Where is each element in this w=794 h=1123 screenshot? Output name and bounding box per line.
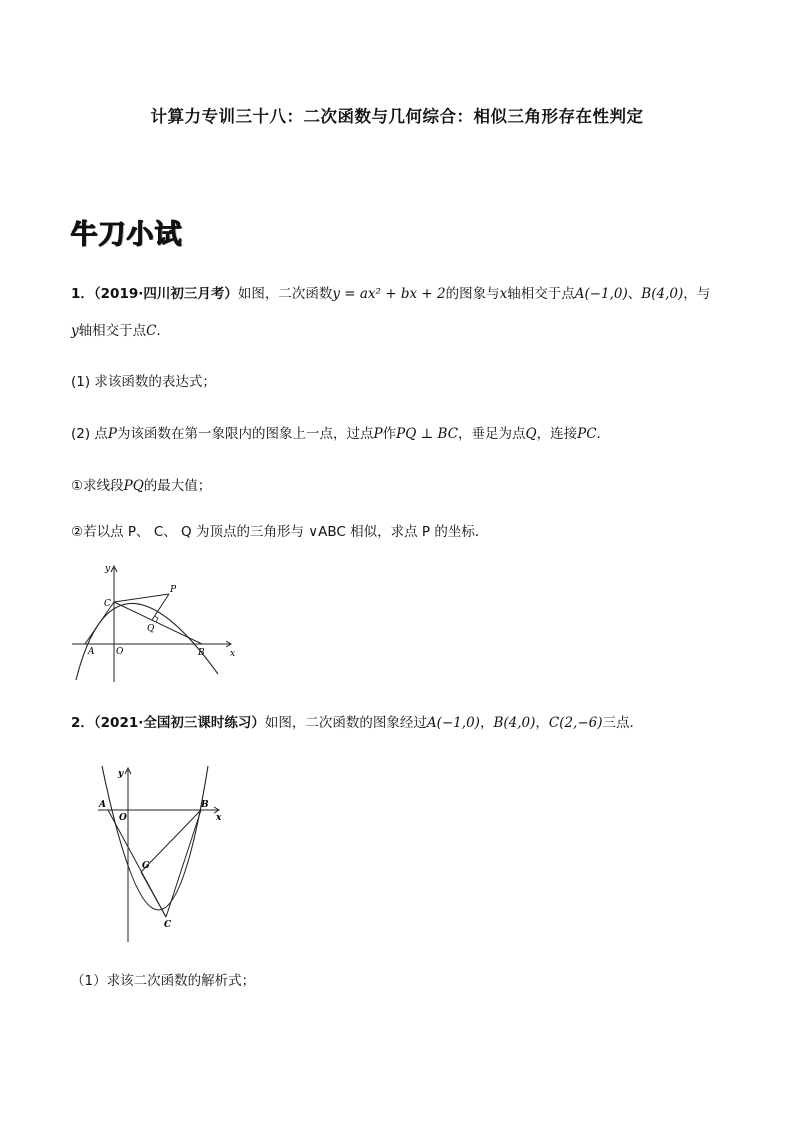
q1-part-1: (1) 求该函数的表达式； <box>71 374 216 390</box>
q1-line-1 <box>71 284 710 304</box>
page-title: 计算力专训三十八：二次函数与几何综合：相似三角形存在性判定 <box>150 107 644 126</box>
q1-intro-b: 的图象与 <box>445 286 500 302</box>
q1-part2-perp: PQ ⊥ BC <box>396 426 459 442</box>
q2-line-1 <box>71 713 643 733</box>
q1-part2-d: ，垂足为点 <box>458 426 526 442</box>
q1-number: 1． <box>71 286 94 302</box>
q2-line-bg <box>141 810 201 872</box>
q2-label-x: x <box>216 813 222 823</box>
q2-figure <box>94 764 228 946</box>
q1-part2-p: P <box>107 426 118 442</box>
q2-comma-2: ， <box>535 715 549 731</box>
q2-label-g: G <box>142 861 150 871</box>
q2-point-a: A(−1,0) <box>426 715 480 731</box>
q2-label-a: A <box>99 800 106 810</box>
q1-line-cb <box>114 602 202 644</box>
q1-sub1-pq: PQ <box>123 478 144 494</box>
q1-part2-pc: PC <box>577 426 597 442</box>
q1-label-o: O <box>116 647 124 657</box>
q1-line2-text: 轴相交于点 <box>78 323 147 339</box>
q1-x-var: x <box>499 286 508 302</box>
section-heading: 牛刀小试 <box>70 219 182 250</box>
q1-part-2 <box>71 424 610 444</box>
q1-label-q: Q <box>147 624 155 634</box>
q1-part2-q: Q <box>525 426 537 442</box>
q1-intro-a: 如图，二次函数 <box>237 286 333 302</box>
q1-sub1-a: ①求线段 <box>71 478 124 494</box>
q1-label-x: x <box>230 649 236 659</box>
q1-part2-e: ，连接 <box>536 426 578 442</box>
q1-part2-p2: P <box>373 426 383 442</box>
q2-comma-1: ， <box>479 715 494 731</box>
q2-part-1: （1）求该二次函数的解析式； <box>71 973 256 989</box>
q2-number: 2． <box>71 715 94 731</box>
q2-label-o: O <box>119 813 127 823</box>
q1-label-y: y <box>105 564 111 574</box>
q1-sub-1 <box>71 476 211 496</box>
q1-function: y = ax² + bx + 2 <box>332 286 446 302</box>
q1-intro-d: ，与 <box>683 286 711 302</box>
q1-sub-2: ②若以点 P、 C、 Q 为顶点的三角形与 ∨ABC 相似，求点 P 的坐标． <box>71 524 489 540</box>
q1-point-a: A(−1,0) <box>574 286 628 302</box>
q1-part2-f: ． <box>596 426 611 442</box>
q2-source: （2021·全国初三课时练习） <box>93 715 265 731</box>
q1-line-2 <box>71 321 170 341</box>
q2-label-c: C <box>164 920 172 930</box>
q2-label-y: y <box>118 769 124 779</box>
q1-sub1-b: 的最大值； <box>143 478 212 494</box>
q1-part2-b: 为该函数在第一象限内的图象上一点，过点 <box>117 426 374 442</box>
q2-point-c: C(2,−6) <box>548 715 603 731</box>
q2-label-b: B <box>201 800 209 810</box>
q1-figure <box>68 562 238 686</box>
q1-y-var: y <box>71 323 79 339</box>
q1-label-c: C <box>104 599 111 609</box>
q1-part2-c: 作 <box>382 426 397 442</box>
q2-intro: 如图，二次函数的图象经过 <box>264 715 427 731</box>
q1-label-p: P <box>170 585 177 595</box>
q1-source: （2019·四川初三月考） <box>93 286 238 302</box>
q1-sep: 、 <box>627 286 642 302</box>
q1-line2-end: ． <box>156 323 170 339</box>
q2-line-bc <box>166 810 201 917</box>
q2-point-b: B(4,0) <box>493 715 536 731</box>
q1-part2-a: (2) 点 <box>71 426 108 442</box>
q2-end: 三点． <box>602 715 644 731</box>
q1-point-c: C <box>146 323 157 339</box>
q1-label-a: A <box>88 647 95 657</box>
q1-label-b: B <box>198 648 205 658</box>
q2-line-gc <box>141 872 166 917</box>
q1-intro-c: 轴相交于点 <box>507 286 575 302</box>
q1-point-b: B(4,0) <box>641 286 684 302</box>
q1-line-cp <box>114 594 169 602</box>
